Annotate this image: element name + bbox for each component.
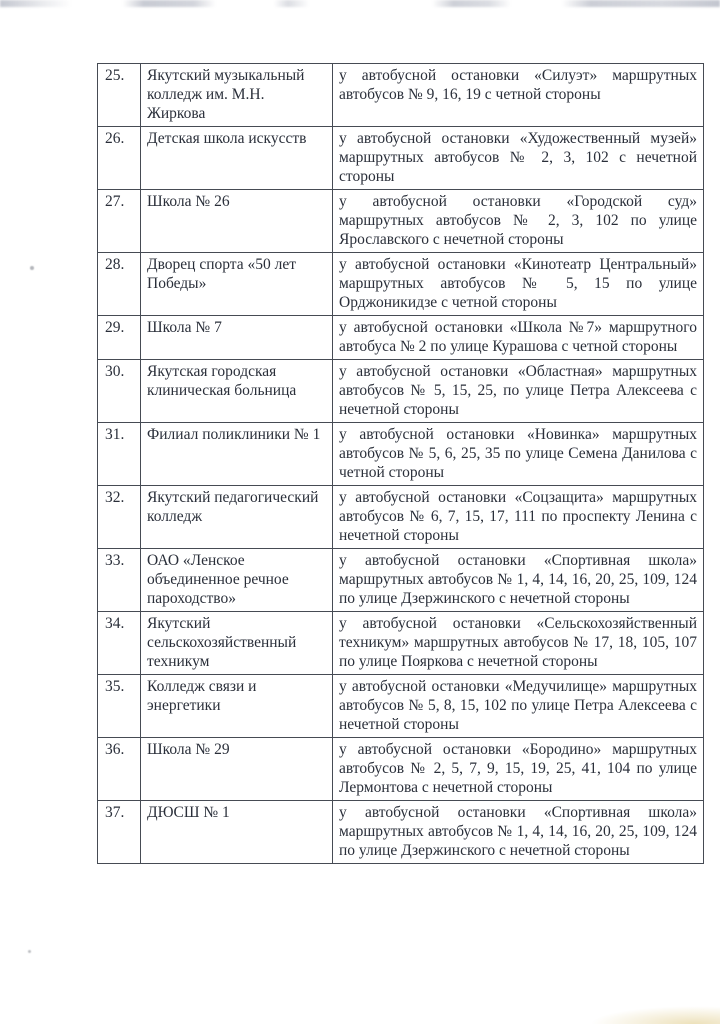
stop-description: у автобусной остановки «Художественный музей» маршрутных автобусов № 2, 3, 102 с нечетной стороны [333,127,704,190]
table-row [98,486,704,549]
location-name: Якутская городская клиническая больница [141,360,333,423]
table-row [98,190,704,253]
row-number: 28. [98,253,141,316]
location-name: ОАО «Ленское объединенное речное пароходство» [141,549,333,612]
location-name: Якутский музыкальный колледж им. М.Н. Жиркова [141,64,333,127]
stop-description: у автобусной остановки «Городской суд» маршрутных автобусов № 2, 3, 102 по улице Ярославского с нечетной стороны [333,190,704,253]
table-row [98,675,704,738]
stops-table-body [98,64,704,864]
table-row [98,64,704,127]
scan-artifact-top-edge [0,0,720,7]
table-row [98,127,704,190]
row-number: 29. [98,316,141,360]
stop-description: у автобусной остановки «Школа №7» маршрутного автобуса № 2 по улице Курашова с четной стороны [333,316,704,360]
location-name: ДЮСШ № 1 [141,801,333,864]
location-name: Школа № 29 [141,738,333,801]
stop-description: у автобусной остановки «Медучилище» маршрутных автобусов № 5, 8, 15, 102 по улице Петра Алексеева с нечетной стороны [333,675,704,738]
table-row [98,423,704,486]
table-row [98,316,704,360]
scan-artifact-bottom-right [590,1006,720,1024]
location-name: Колледж связи и энергетики [141,675,333,738]
scan-artifact-dot [28,950,31,953]
scan-artifact-dot [30,266,34,270]
table-row [98,253,704,316]
location-name: Школа № 7 [141,316,333,360]
stop-description: у автобусной остановки «Силуэт» маршрутных автобусов № 9, 16, 19 с четной стороны [333,64,704,127]
row-number: 25. [98,64,141,127]
table-row [98,612,704,675]
row-number: 27. [98,190,141,253]
row-number: 35. [98,675,141,738]
table-row [98,549,704,612]
row-number: 34. [98,612,141,675]
location-name: Якутский педагогический колледж [141,486,333,549]
row-number: 36. [98,738,141,801]
row-number: 31. [98,423,141,486]
stop-description: у автобусной остановки «Соцзащита» маршрутных автобусов № 6, 7, 15, 17, 111 по проспекту Ленина с нечетной стороны [333,486,704,549]
row-number: 30. [98,360,141,423]
row-number: 37. [98,801,141,864]
bus-stops-table [97,63,704,864]
location-name: Школа № 26 [141,190,333,253]
stop-description: у автобусной остановки «Спортивная школа» маршрутных автобусов № 1, 4, 14, 16, 20, 25, 109, 124 по улице Дзержинского с нечетной стороны [333,801,704,864]
location-name: Дворец спорта «50 лет Победы» [141,253,333,316]
stop-description: у автобусной остановки «Сельскохозяйственный техникум» маршрутных автобусов № 17, 18, 105, 107 по улице Пояркова с нечетной стороны [333,612,704,675]
stop-description: у автобусной остановки «Спортивная школа» маршрутных автобусов № 1, 4, 14, 16, 20, 25, 109, 124 по улице Дзержинского с нечетной стороны [333,549,704,612]
row-number: 32. [98,486,141,549]
table-row [98,738,704,801]
stop-description: у автобусной остановки «Новинка» маршрутных автобусов № 5, 6, 25, 35 по улице Семена Данилова с четной стороны [333,423,704,486]
table-row [98,801,704,864]
row-number: 33. [98,549,141,612]
location-name: Филиал поликлиники № 1 [141,423,333,486]
stop-description: у автобусной остановки «Бородино» маршрутных автобусов № 2, 5, 7, 9, 15, 19, 25, 41, 104 по улице Лермонтова с нечетной стороны [333,738,704,801]
location-name: Детская школа искусств [141,127,333,190]
stop-description: у автобусной остановки «Областная» маршрутных автобусов № 5, 15, 25, по улице Петра Алексеева с нечетной стороны [333,360,704,423]
location-name: Якутский сельскохозяйственный техникум [141,612,333,675]
table-row [98,360,704,423]
stop-description: у автобусной остановки «Кинотеатр Центральный» маршрутных автобусов № 5, 15 по улице Орджоникидзе с четной стороны [333,253,704,316]
row-number: 26. [98,127,141,190]
